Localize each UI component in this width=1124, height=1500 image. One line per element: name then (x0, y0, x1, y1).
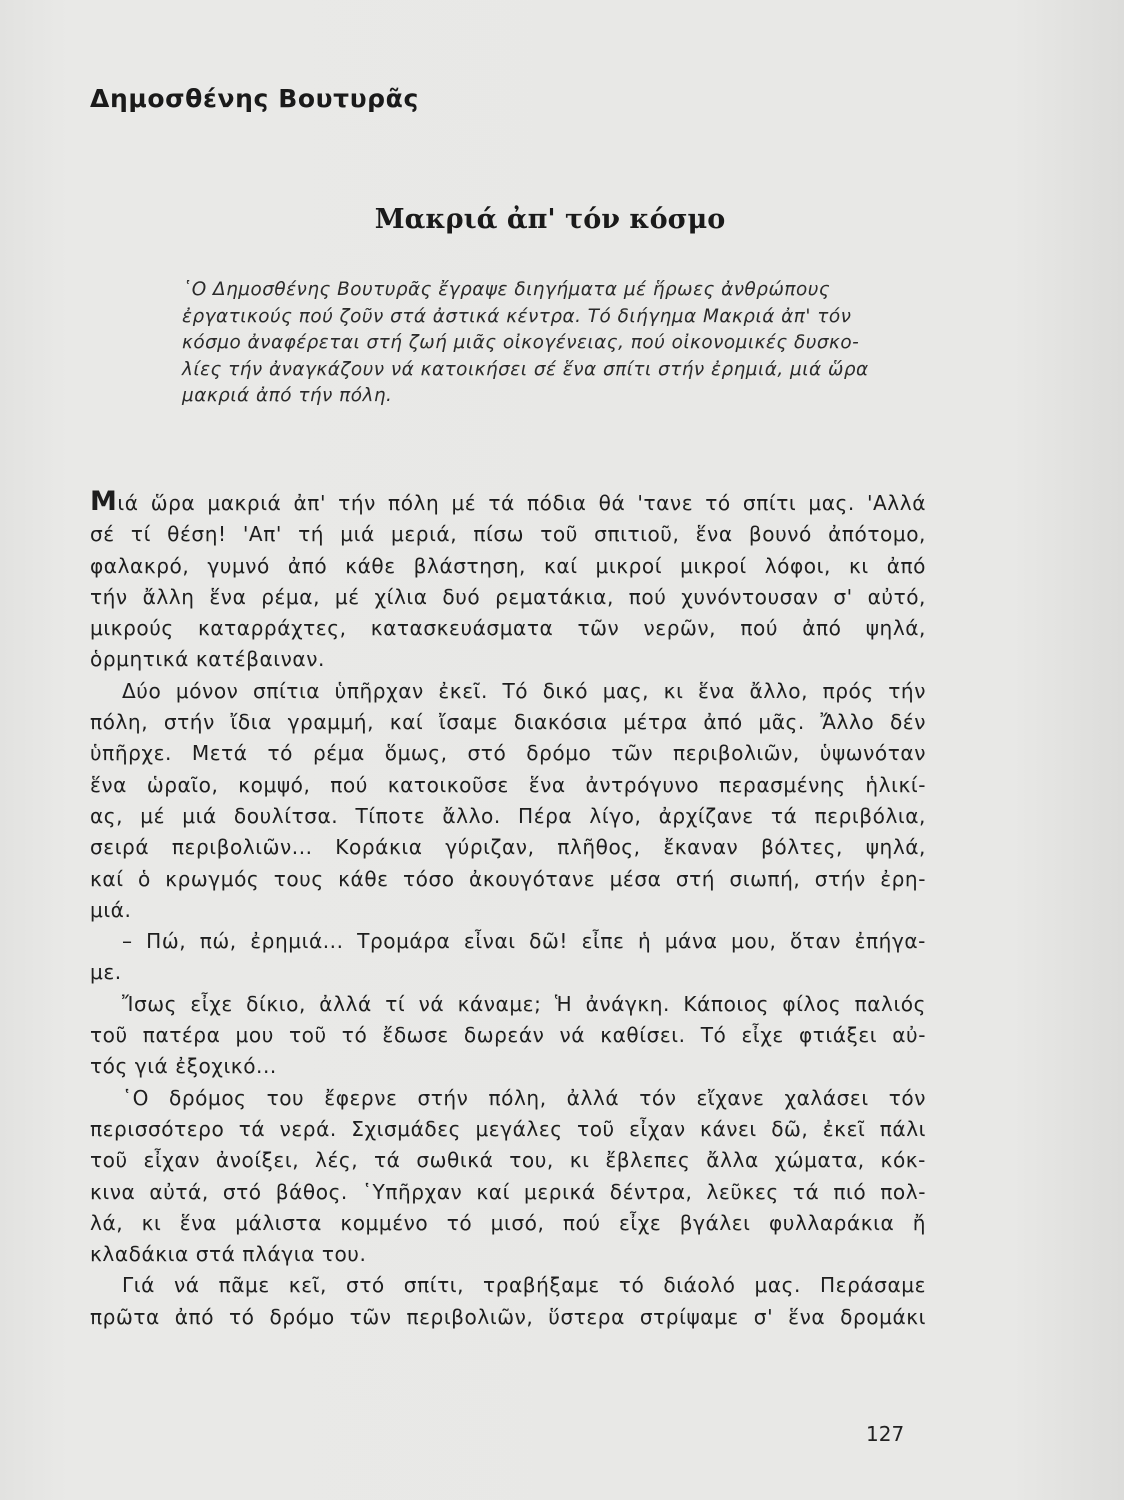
body-line: τήν ἄλλη ἕνα ρέμα, μέ χίλια δυό ρεματάκια, πού χυνόντουσαν σ' αὐτό, (90, 584, 926, 609)
body-line: ας, μέ μιά δουλίτσα. Τίποτε ἄλλο. Πέρα λίγο, ἀρχίζανε τά περιβόλια, (90, 803, 926, 828)
body-line: τοῦ πατέρα μου τοῦ τό ἔδωσε δωρεάν νά καθίσει. Τό εἶχε φτιάξει αὐ- (90, 1023, 926, 1048)
intro-line: μακριά ἀπό τήν πόλη. (182, 385, 393, 407)
body-line: πόλη, στήν ἴδια γραμμή, καί ἴσαμε διακόσια μέτρα ἀπό μᾶς. Ἄλλο δέν (90, 710, 926, 735)
body-line: σέ τί θέση! 'Απ' τή μιά μεριά, πίσω τοῦ σπιτιοῦ, ἕνα βουνό ἀπότομο, (90, 522, 926, 547)
body-line: περισσότερο τά νερά. Σχισμάδες μεγάλες τοῦ εἶχαν κάνει δῶ, ἐκεῖ πάλι (90, 1116, 926, 1141)
body-line: φαλακρό, γυμνό ἀπό κάθε βλάστηση, καί μικροί μικροί λόφοι, κι ἀπό (90, 553, 926, 578)
intro-line: ῾Ο Δημοσθένης Βουτυρᾶς ἔγραψε διηγήματα μέ ἥρωες ἀνθρώπους (182, 279, 831, 300)
body-line: πρῶτα ἀπό τό δρόμο τῶν περιβολιῶν, ὕστερα στρίψαμε σ' ἕνα δρομάκι (90, 1304, 926, 1329)
intro-line: ἐργατικούς πού ζοῦν στά ἀστικά κέντρα. Τό διήγημα Μακριά ἀπ' τόν (182, 305, 852, 327)
body-line: Ἴσως εἶχε δίκιο, ἀλλά τί νά κάναμε; Ἡ ἀνάγκη. Κάποιος φίλος παλιός (122, 991, 926, 1016)
story-body (90, 488, 926, 1333)
body-line: σειρά περιβολιῶν... Κοράκια γύριζαν, πλῆθος, ἔκαναν βόλτες, ψηλά, (90, 835, 926, 860)
body-line: ὁρμητικά κατέβαιναν. (90, 647, 325, 672)
body-line: ὑπῆρχε. Μετά τό ρέμα ὅμως, στό δρόμο τῶν περιβολιῶν, ὑψωνόταν (90, 741, 926, 766)
body-line: ῾Ο δρόμος του ἔφερνε στήν πόλη, ἀλλά τόν εἴχανε χαλάσει τόν (122, 1085, 926, 1110)
author-heading: Δημοσθένης Βουτυρᾶς (90, 84, 419, 113)
intro-line: λίες τήν ἀναγκάζουν νά κατοικήσει σέ ἕνα σπίτι στήν ἐρημιά, μιά ὥρα (182, 358, 869, 380)
body-line: ἕνα ὡραῖο, κομψό, πού κατοικοῦσε ἕνα ἀντρόγυνο περασμένης ἡλικί- (90, 772, 926, 797)
intro-line: κόσμο ἀναφέρεται στή ζωή μιᾶς οἰκογένειας, πού οἰκονομικές δυσκο- (182, 332, 860, 354)
intro-paragraph (182, 277, 926, 410)
body-line: τοῦ εἶχαν ἀνοίξει, λές, τά σωθικά του, κι ἔβλεπες ἄλλα χώματα, κόκ- (90, 1148, 926, 1173)
body-line: καί ὁ κρωγμός τους κάθε τόσο ἀκουγότανε μέσα στή σιωπή, στήν ἐρη- (90, 866, 926, 891)
body-line: κλαδάκια στά πλάγια του. (90, 1242, 367, 1267)
body-line: μικρούς καταρράχτες, κατασκευάσματα τῶν νερῶν, πού ἀπό ψηλά, (90, 616, 926, 641)
body-line: Δύο μόνον σπίτια ὑπῆρχαν ἐκεῖ. Τό δικό μας, κι ἕνα ἄλλο, πρός τήν (122, 678, 926, 703)
body-line: κινα αὐτά, στό βάθος. ῾Υπῆρχαν καί μερικά δέντρα, λεῦκες τά πιό πολ- (90, 1179, 926, 1204)
body-line: λά, κι ἕνα μάλιστα κομμένο τό μισό, πού εἶχε βγάλει φυλλαράκια ἤ (90, 1210, 926, 1235)
body-line: Γιά νά πᾶμε κεῖ, στό σπίτι, τραβήξαμε τό διάολό μας. Περάσαμε (122, 1273, 926, 1298)
story-title: Μακριά ἀπ' τόν κόσμο (374, 204, 726, 235)
page-number: 127 (866, 1422, 905, 1446)
body-line: τός γιά ἐξοχικό... (90, 1054, 277, 1079)
body-line: Μιά ὥρα μακριά ἀπ' τήν πόλη μέ τά πόδια θά 'τανε τό σπίτι μας. 'Αλλά (90, 486, 926, 517)
body-line: – Πώ, πώ, ἐρημιά... Τρομάρα εἶναι δῶ! εἶπε ἡ μάνα μου, ὅταν ἐπήγα- (122, 929, 926, 954)
drop-cap: Μ (90, 486, 118, 517)
body-line: μιά. (90, 897, 132, 922)
body-line: με. (90, 960, 122, 985)
